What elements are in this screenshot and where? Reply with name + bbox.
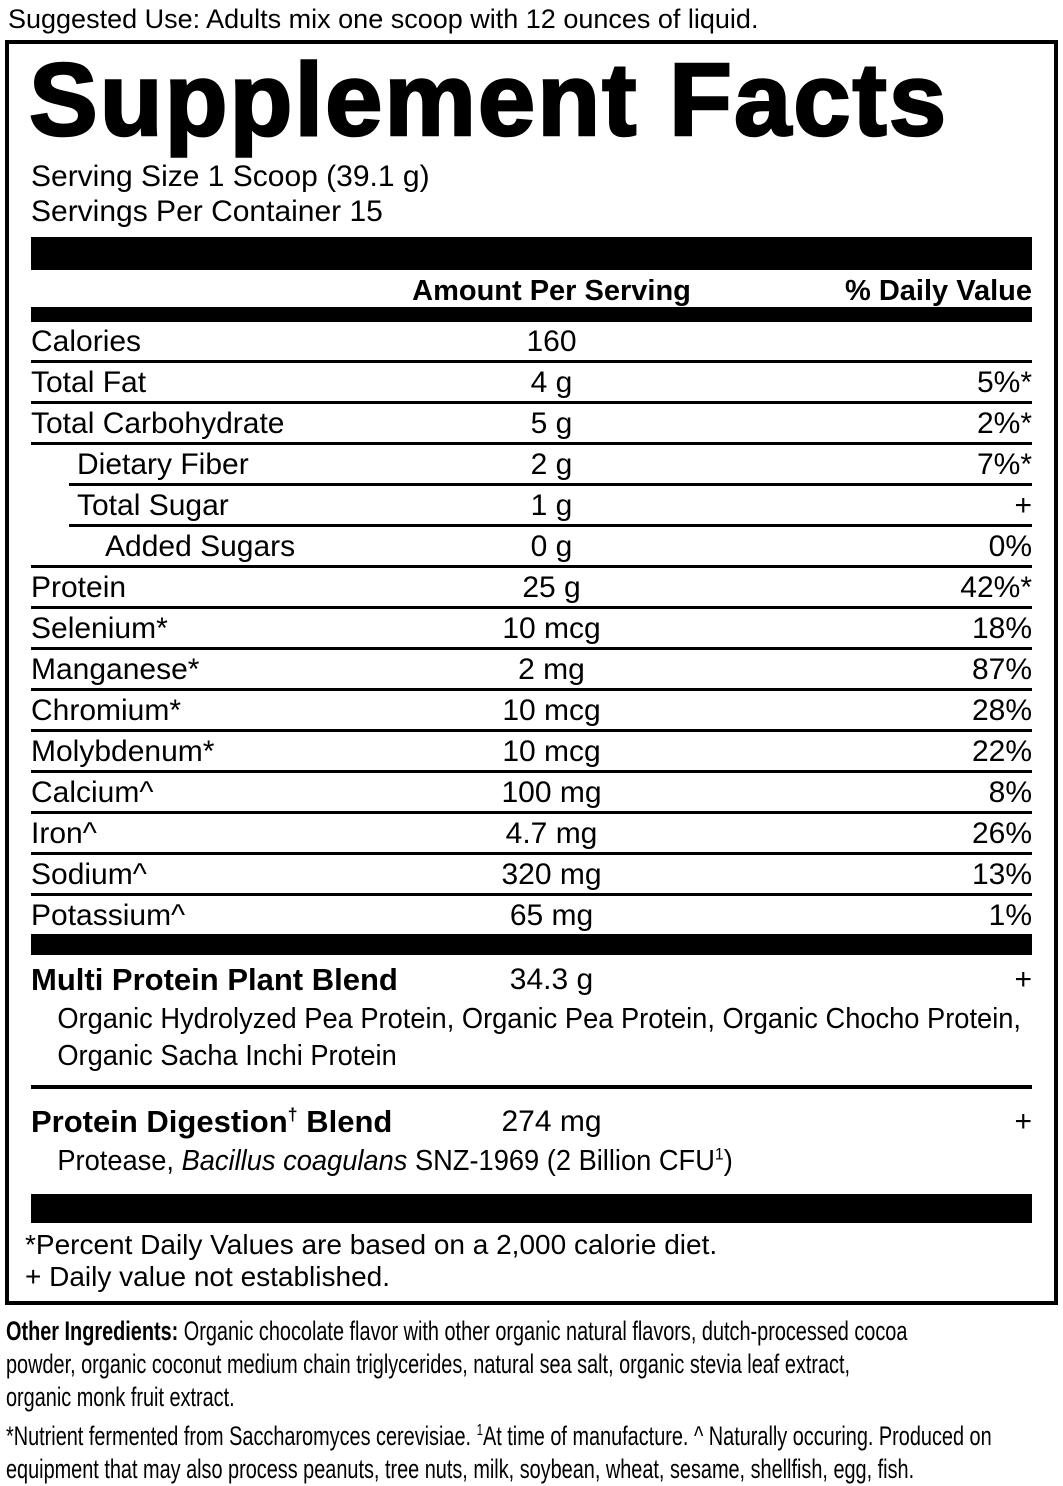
nutrient-amount: 1 g xyxy=(530,489,573,522)
text-segment: Organic Sacha Inchi Protein xyxy=(57,1040,397,1072)
blend-daily-value: + xyxy=(1014,963,1032,996)
footnote-line: *Percent Daily Values are based on a 2,000 calorie diet. xyxy=(25,1229,718,1260)
text-segment: Blend xyxy=(297,1104,393,1139)
nutrient-name: Sodium^ xyxy=(31,858,147,891)
nutrient-name: Calcium^ xyxy=(31,776,154,809)
text-segment: Bacillus coagulans xyxy=(181,1145,408,1177)
bottom-text xyxy=(6,1315,1063,1486)
nutrient-rows xyxy=(31,322,1032,934)
blend-header-row xyxy=(31,955,1032,1001)
nutrient-row xyxy=(31,650,1032,688)
nutrient-daily-value: 87% xyxy=(971,653,1032,686)
blend-amount: 274 mg xyxy=(501,1105,602,1138)
nutrient-daily-value: + xyxy=(1014,489,1032,522)
nutrient-name: Iron^ xyxy=(31,817,97,850)
nutrient-row xyxy=(31,609,1032,647)
nutrient-amount: 160 xyxy=(526,325,577,358)
nutrient-amount: 4 g xyxy=(530,366,573,399)
nutrient-name: Total Fat xyxy=(31,366,147,399)
text-segment: At time of manufacture. ^ Naturally occuring. Produced on xyxy=(482,1421,992,1451)
nutrient-row xyxy=(31,773,1032,811)
nutrient-daily-value: 0% xyxy=(988,530,1032,563)
text-segment: Protease, xyxy=(57,1145,182,1177)
nutrient-name: Potassium^ xyxy=(31,899,186,932)
footnote-line: + Daily value not established. xyxy=(25,1261,390,1292)
suggested-use-text: Suggested Use: Adults mix one scoop with 12 ounces of liquid. xyxy=(8,4,759,34)
nutrient-name: Dietary Fiber xyxy=(77,448,249,481)
nutrient-amount: 10 mcg xyxy=(502,694,601,727)
nutrient-name: Chromium* xyxy=(31,694,182,727)
blend-daily-value: + xyxy=(1014,1105,1032,1138)
supplement-facts-panel xyxy=(5,40,1058,1305)
nutrient-daily-value: 8% xyxy=(988,776,1032,809)
text-segment: Multi Protein Plant Blend xyxy=(31,962,398,997)
nutrient-amount: 2 mg xyxy=(518,653,585,686)
nutrient-name: Total Carbohydrate xyxy=(31,407,285,440)
text-segment: Organic chocolate flavor with other organic natural flavors, dutch-processed cocoa xyxy=(178,1316,908,1346)
text-segment: Other Ingredients: xyxy=(6,1316,179,1346)
blend-ingredients xyxy=(31,1143,1040,1188)
nutrient-name: Manganese* xyxy=(31,653,200,686)
nutrient-daily-value: 22% xyxy=(971,735,1032,768)
amount-column-header: Amount Per Serving xyxy=(412,275,691,307)
nutrient-daily-value: 2%* xyxy=(976,407,1032,440)
nutrient-amount: 4.7 mg xyxy=(505,817,598,850)
nutrient-name: Calories xyxy=(31,325,142,358)
nutrient-daily-value: 28% xyxy=(971,694,1032,727)
nutrient-amount: 2 g xyxy=(530,448,573,481)
nutrient-row xyxy=(31,568,1032,606)
nutrient-amount: 320 mg xyxy=(501,858,602,891)
text-segment: 1 xyxy=(714,1144,724,1164)
blend-amount: 34.3 g xyxy=(509,963,594,996)
nutrient-row xyxy=(31,486,1032,524)
text-segment: Organic Hydrolyzed Pea Protein, Organic Pea Protein, Organic Chocho Protein, xyxy=(57,1003,1021,1035)
divider-bar-medium xyxy=(31,934,1032,955)
daily-value-column-header: % Daily Value xyxy=(845,275,1032,307)
nutrient-amount: 5 g xyxy=(530,407,573,440)
nutrient-row xyxy=(31,527,1032,565)
blend-name xyxy=(31,962,398,997)
blend-ingredients xyxy=(31,1001,1040,1083)
text-segment: powder, organic coconut medium chain triglycerides, natural sea salt, organic stevia leaf extract, xyxy=(6,1349,851,1379)
nutrient-amount: 10 mcg xyxy=(502,735,601,768)
text-segment: 1 xyxy=(476,1422,483,1440)
nutrient-name: Added Sugars xyxy=(105,530,296,563)
nutrient-daily-value: 13% xyxy=(971,858,1032,891)
nutrient-name: Selenium* xyxy=(31,612,168,645)
nutrient-row xyxy=(31,691,1032,729)
nutrient-amount: 10 mcg xyxy=(502,612,601,645)
nutrient-daily-value: 5%* xyxy=(976,366,1032,399)
text-segment: SNZ-1969 (2 Billion CFU xyxy=(407,1145,715,1177)
text-segment: organic monk fruit extract. xyxy=(6,1382,235,1412)
nutrient-daily-value: 1% xyxy=(988,899,1032,932)
nutrient-row xyxy=(31,404,1032,442)
blend-rows xyxy=(31,955,1032,1188)
nutrient-daily-value: 18% xyxy=(971,612,1032,645)
nutrient-amount: 100 mg xyxy=(501,776,602,809)
text-segment: ) xyxy=(723,1145,733,1177)
nutrient-daily-value: 42%* xyxy=(960,571,1032,604)
panel-title: Supplement Facts xyxy=(29,42,949,157)
nutrient-name: Molybdenum* xyxy=(31,735,215,768)
text-segment: *Nutrient fermented from Saccharomyces cerevisiae. xyxy=(6,1421,477,1451)
allergen-paragraph xyxy=(6,1420,1063,1486)
blend-separator xyxy=(31,1085,1032,1089)
nutrient-row xyxy=(31,896,1032,934)
text-segment: Protein Digestion xyxy=(31,1104,288,1139)
column-header-row xyxy=(31,270,1032,307)
nutrient-row xyxy=(31,732,1032,770)
nutrient-daily-value: 7%* xyxy=(976,448,1032,481)
nutrient-row xyxy=(31,855,1032,893)
nutrient-row xyxy=(31,814,1032,852)
blend-name xyxy=(31,1104,392,1139)
nutrient-name: Protein xyxy=(31,571,127,604)
nutrient-row xyxy=(31,322,1032,360)
serving-size: Serving Size 1 Scoop (39.1 g) xyxy=(31,160,430,193)
nutrient-row xyxy=(31,363,1032,401)
blend-header-row xyxy=(31,1097,1032,1143)
nutrient-amount: 25 g xyxy=(522,571,581,604)
divider-bar-bottom xyxy=(31,1194,1032,1223)
nutrient-name: Total Sugar xyxy=(77,489,229,522)
nutrient-amount: 0 g xyxy=(530,530,573,563)
text-segment: † xyxy=(287,1104,298,1125)
footnotes xyxy=(25,1229,1032,1293)
serving-info xyxy=(31,159,1032,229)
nutrient-row xyxy=(31,445,1032,483)
divider-bar-thick xyxy=(31,237,1032,270)
nutrient-daily-value: 26% xyxy=(971,817,1032,850)
text-segment: equipment that may also process peanuts, tree nuts, milk, soybean, wheat, sesame, shellfish, egg, fish. xyxy=(6,1454,915,1484)
servings-per-container: Servings Per Container 15 xyxy=(31,195,383,228)
nutrient-amount: 65 mg xyxy=(509,899,594,932)
other-ingredients-paragraph xyxy=(6,1315,1063,1414)
